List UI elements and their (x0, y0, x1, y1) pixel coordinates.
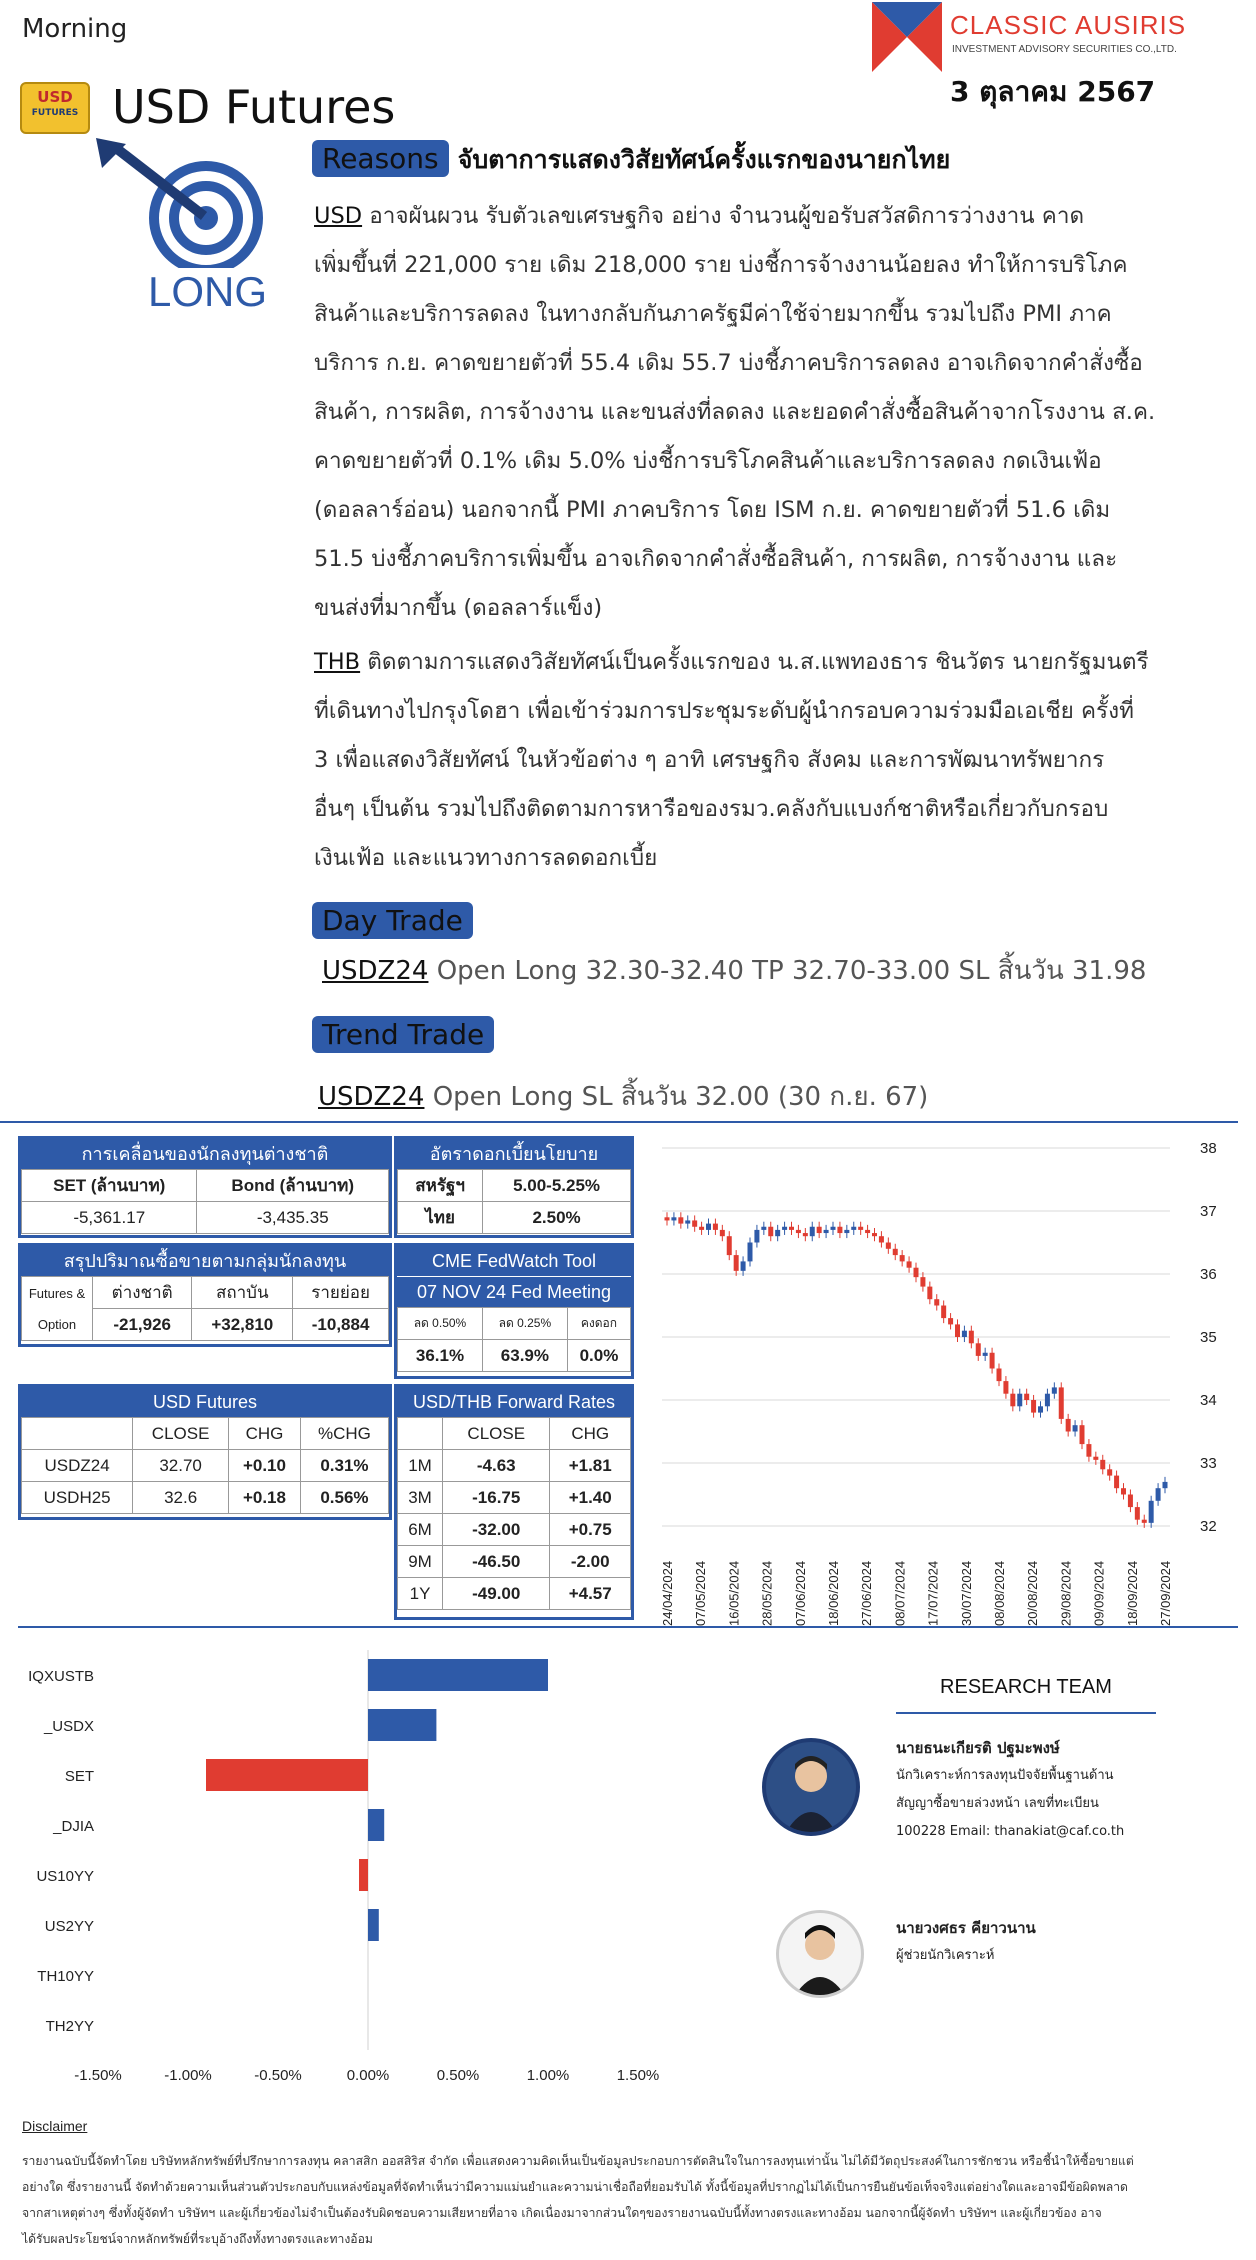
forward-chg: +4.57 (550, 1578, 631, 1610)
day-trade-symbol: USDZ24 (322, 956, 429, 986)
candle-body (1031, 1400, 1036, 1413)
usd-futures-box (18, 1384, 392, 1520)
forward-chg: +1.81 (550, 1450, 631, 1482)
table-row (22, 1450, 389, 1482)
candle-body (1135, 1507, 1140, 1520)
analyst-2-role: ผู้ช่วยนักวิเคราะห์ (896, 1948, 995, 1963)
candle-body (810, 1227, 815, 1236)
x-tick-label: 16/05/2024 (726, 1560, 742, 1626)
report-date: 3 ตุลาคม 2567 (950, 75, 1156, 108)
foreign-bond-value: -3,435.35 (197, 1202, 389, 1234)
paragraph-line-text: 51.5 บ่งชี้ภาคบริการเพิ่มขึ้น อาจเกิดจากคำสั่งซื้อสินค้า, การผลิต, การจ้างงาน และ (314, 546, 1118, 572)
x-tick-label: 08/08/2024 (992, 1560, 1007, 1626)
paragraph-line-text: ที่เดินทางไปกรุงโดฮา เพื่อเข้าร่วมการประชุมระดับผู้นำกรอบความร่วมมือเอเชีย ครั้งที่ (314, 698, 1134, 724)
research-divider (896, 1712, 1156, 1714)
usd-futures-chg: +0.10 (229, 1450, 301, 1482)
paragraph-line-text: อาจผันผวน รับตัวเลขเศรษฐกิจ อย่าง จำนวนผู้ขอรับสวัสดิการว่างงาน คาด (362, 203, 1085, 229)
x-tick-label: 07/06/2024 (792, 1560, 808, 1626)
candle-body (824, 1230, 829, 1233)
x-tick-label: 1.50% (616, 2067, 660, 2084)
reasons-headline: จับตาการแสดงวิสัยทัศน์ครั้งแรกของนายกไทย (457, 145, 951, 174)
investor-group-box (18, 1243, 392, 1347)
forward-rates-title: USD/THB Forward Rates (397, 1387, 631, 1417)
candle-body (761, 1227, 766, 1230)
fedwatch-title: CME FedWatch Tool (397, 1246, 631, 1276)
paragraph-line-text: บริการ ก.ย. คาดขยายตัวที่ 55.4 เดิม 55.7 บ่งชี้ภาคบริการลดลง อาจเกิดจากคำสั่งซื้อ (314, 350, 1143, 376)
policy-th-label: ไทย (398, 1202, 483, 1234)
usd-futures-title: USD Futures (21, 1387, 389, 1417)
candle-body (754, 1230, 759, 1243)
policy-us-label: สหรัฐฯ (398, 1170, 483, 1202)
research-team-title: RESEARCH TEAM (940, 1676, 1112, 1698)
forward-chg: +1.40 (550, 1482, 631, 1514)
x-tick-label: 0.00% (346, 2067, 390, 2084)
candle-body (1156, 1488, 1161, 1501)
disclaimer-line: ได้รับผลประโยชน์จากหลักทรัพย์ที่ระบุอ้างถึงทั้งทางตรงและทางอ้อม (22, 2232, 373, 2246)
candle-body (1149, 1501, 1154, 1523)
category-label: TH2YY (45, 2018, 94, 2035)
investor-foreign-value: -21,926 (93, 1309, 192, 1341)
candle-body (1052, 1387, 1057, 1393)
usd-futures-header-pct: %CHG (300, 1418, 388, 1450)
forward-header-blank (398, 1418, 443, 1450)
fedwatch-cut50-value: 36.1% (398, 1340, 483, 1372)
candle-body (1024, 1394, 1029, 1400)
candle-body (976, 1343, 981, 1356)
candle-body (1003, 1381, 1008, 1394)
category-label: _DJIA (53, 1818, 94, 1835)
candle-body (914, 1268, 919, 1277)
candle-body (1086, 1444, 1091, 1457)
fedwatch-box (394, 1243, 634, 1379)
usd-futures-pct: 0.31% (300, 1450, 388, 1482)
badge-top: USD (37, 88, 73, 106)
y-tick-label: 38 (1200, 1140, 1217, 1157)
table-row (398, 1514, 631, 1546)
y-tick-label: 35 (1200, 1329, 1217, 1346)
candle-body (685, 1220, 690, 1223)
candle-body (713, 1224, 718, 1230)
forward-close: -16.75 (443, 1482, 550, 1514)
candle-body (900, 1255, 905, 1261)
report-session: Morning (22, 14, 128, 44)
target-icon (96, 138, 286, 268)
y-tick-label: 32 (1200, 1518, 1217, 1535)
category-label: US2YY (44, 1918, 94, 1935)
disclaimer-line: อย่างใด ซึ่งรายงานนี้ จัดทำด้วยความเห็นส่วนตัวประกอบกับแหล่งข้อมูลที่จัดทำเห็นว่ามีความแม่นยำและความน่าเชื่อถือที่ยอมรับได้ ทั้งนี้ข้อมูลที่ปรากฏไม่ได้เป็นการยืนยันข้อเท็จจริงแต่อย่างใดและอาจมีข้อผิดพลาด (22, 2180, 1128, 2194)
paragraph-line (314, 437, 1214, 486)
candle-body (1128, 1495, 1133, 1508)
candle-body (962, 1331, 967, 1337)
paragraph-line-text: ติดตามการแสดงวิสัยทัศน์เป็นครั้งแรกของ น.ส.แพทองธาร ชินวัตร นายกรัฐมนตรี (360, 649, 1149, 675)
thb-paragraph (314, 638, 1214, 883)
candle-body (665, 1217, 670, 1220)
usd-futures-header-close: CLOSE (133, 1418, 229, 1450)
bar (368, 1909, 379, 1941)
investor-retail-header: รายย่อย (293, 1277, 389, 1309)
paragraph-line (314, 535, 1214, 584)
disclaimer-line: จากสาเหตุต่างๆ ซึ่งทั้งผู้จัดทำ บริษัทฯ และผู้เกี่ยวข้องไม่จำเป็นต้องรับผิดชอบความเสียหายที่อาจ เกิดเนื่องมาจากส่วนใดๆของรายงานฉบับนี้ทั้งทางตรงและทางอ้อม นอกจากนี้ผู้จัดทำ บริษัทฯ และผู้เกี่ยวข้อง อาจ (22, 2206, 1102, 2220)
candle-body (720, 1230, 725, 1236)
paragraph-line-text: คาดขยายตัวที่ 0.1% เดิม 5.0% บ่งชี้การบริโภคสินค้าและบริการลดลง กดเงินเฟ้อ (314, 448, 1102, 474)
bar (368, 1659, 548, 1691)
candle-body (789, 1227, 794, 1230)
day-trade-line (322, 950, 1146, 991)
x-tick-label: 24/04/2024 (660, 1560, 675, 1626)
paragraph-line-text: เงินเฟ้อ และแนวทางการลดดอกเบี้ย (314, 845, 658, 871)
bar (359, 1859, 368, 1891)
x-tick-label: 18/06/2024 (826, 1560, 841, 1626)
x-tick-label: 30/07/2024 (958, 1560, 974, 1626)
x-tick-label: 09/09/2024 (1091, 1560, 1107, 1626)
paragraph-line-text: (ดอลลาร์อ่อน) นอกจากนี้ PMI ภาคบริการ โดย ISM ก.ย. คาดขยายตัวที่ 51.6 เดิม (314, 497, 1111, 523)
foreign-set-header: SET (ล้านบาท) (22, 1170, 197, 1202)
paragraph-line (314, 339, 1214, 388)
company-subtitle: INVESTMENT ADVISORY SECURITIES CO.,LTD. (952, 44, 1177, 55)
table-row (398, 1578, 631, 1610)
category-label: SET (64, 1768, 94, 1785)
candle-body (858, 1227, 863, 1230)
candle-body (748, 1243, 753, 1262)
forward-close: -46.50 (443, 1546, 550, 1578)
candle-body (948, 1318, 953, 1324)
candle-body (727, 1236, 732, 1255)
avatar (776, 1910, 864, 1998)
usd-futures-header-blank (22, 1418, 133, 1450)
candle-body (879, 1236, 884, 1242)
foreign-flow-box (18, 1136, 392, 1238)
table-row (398, 1450, 631, 1482)
usd-futures-pct: 0.56% (300, 1482, 388, 1514)
candle-body (1045, 1394, 1050, 1407)
candle-body (1010, 1394, 1015, 1407)
candle-body (837, 1227, 842, 1233)
candle-body (803, 1233, 808, 1236)
candle-body (934, 1299, 939, 1305)
usdthb-candlestick-chart (650, 1130, 1240, 1630)
paragraph-line-text: สินค้าและบริการลดลง ในทางกลับกันภาครัฐมีค่าใช้จ่ายมากขึ้น รวมไปถึง PMI ภาค (314, 301, 1112, 327)
candle-body (920, 1277, 925, 1286)
avatar (762, 1738, 860, 1836)
candle-body (1038, 1406, 1043, 1412)
forward-header-chg: CHG (550, 1418, 631, 1450)
candle-body (699, 1227, 704, 1230)
candle-body (831, 1227, 836, 1230)
candle-body (1142, 1520, 1147, 1523)
candle-body (893, 1249, 898, 1255)
candle-body (1114, 1476, 1119, 1489)
x-tick-label: 08/07/2024 (892, 1560, 908, 1626)
fedwatch-cut25-header: ลด 0.25% (482, 1308, 567, 1340)
table-row (398, 1482, 631, 1514)
investor-type-b: Option (37, 1316, 77, 1332)
foreign-bond-header: Bond (ล้านบาท) (197, 1170, 389, 1202)
divider-top (0, 1121, 1238, 1123)
x-tick-label: 1.00% (526, 2067, 570, 2084)
candle-body (671, 1217, 676, 1220)
table-row (398, 1546, 631, 1578)
paragraph-line-text: 3 เพื่อแสดงวิสัยทัศน์ ในหัวข้อต่าง ๆ อาทิ เศรษฐกิจ สังคม และการพัฒนาทรัพยากร (314, 747, 1105, 773)
usd-futures-symbol: USDZ24 (22, 1450, 133, 1482)
candle-body (796, 1230, 801, 1233)
usd-futures-symbol: USDH25 (22, 1482, 133, 1514)
paragraph-line (314, 785, 1214, 834)
forward-close: -4.63 (443, 1450, 550, 1482)
forward-tenor: 1Y (398, 1578, 443, 1610)
policy-rate-title: อัตราดอกเบี้ยนโยบาย (397, 1139, 631, 1169)
candle-body (1066, 1419, 1071, 1432)
x-tick-label: 07/05/2024 (693, 1560, 709, 1626)
candle-body (692, 1220, 697, 1226)
x-tick-label: 0.50% (436, 2067, 480, 2084)
forward-rates-box (394, 1384, 634, 1620)
candle-body (1107, 1469, 1112, 1475)
paragraph-line (314, 584, 1214, 633)
disclaimer-text (22, 2148, 1242, 2252)
policy-rate-box (394, 1136, 634, 1238)
category-label: US10YY (36, 1868, 94, 1885)
paragraph-line (314, 241, 1214, 290)
paragraph-line (314, 687, 1214, 736)
x-tick-label: -0.50% (254, 2067, 302, 2084)
badge-bottom: FUTURES (31, 108, 79, 118)
x-tick-label: 17/07/2024 (925, 1560, 941, 1626)
usd-paragraph (314, 192, 1214, 633)
x-tick-label: -1.50% (74, 2067, 122, 2084)
forward-header-close: CLOSE (443, 1418, 550, 1450)
divider-middle (18, 1626, 1238, 1628)
forward-close: -32.00 (443, 1514, 550, 1546)
y-tick-label: 37 (1200, 1203, 1217, 1220)
policy-th-value: 2.50% (483, 1202, 631, 1234)
paragraph-line (314, 290, 1214, 339)
paragraph-line-text: อื่นๆ เป็นต้น รวมไปถึงติดตามการหารือของรมว.คลังกับแบงก์ชาติหรือเกี่ยวกับกรอบ (314, 796, 1109, 822)
disclaimer-line: รายงานฉบับนี้จัดทำโดย บริษัทหลักทรัพย์ที่ปรึกษาการลงทุน คลาสสิก ออสสิริส จำกัด เพื่อแสดงความคิดเห็นเป็นข้อมูลประกอบการตัดสินใจในการลงทุนเท่านั้น ไม่ได้มีวัตถุประสงค์ในการชักชวน หรือชี้นำให้ซื้อขายแต่ (22, 2154, 1134, 2168)
candle-body (872, 1233, 877, 1236)
forward-tenor: 9M (398, 1546, 443, 1578)
candle-body (941, 1306, 946, 1319)
candle-body (1163, 1482, 1168, 1488)
paragraph-line-text: ขนส่งที่มากขึ้น (ดอลลาร์แข็ง) (314, 595, 603, 621)
analyst-1-email: 100228 Email: thanakiat@caf.co.th (896, 1824, 1125, 1839)
x-tick-label: 27/06/2024 (859, 1560, 875, 1626)
candle-body (997, 1369, 1002, 1382)
usd-label: USD (314, 203, 363, 229)
usd-futures-header-chg: CHG (229, 1418, 301, 1450)
candle-body (741, 1261, 746, 1270)
category-label: _USDX (43, 1718, 94, 1735)
x-tick-label: 18/09/2024 (1124, 1560, 1140, 1626)
candle-body (1121, 1488, 1126, 1494)
candle-body (1093, 1457, 1098, 1460)
analyst-1-license: สัญญาซื้อขายล่วงหน้า เลขที่ทะเบียน (896, 1796, 1099, 1811)
candle-body (990, 1353, 995, 1369)
x-tick-label: 27/09/2024 (1158, 1560, 1173, 1626)
paragraph-line (314, 192, 1214, 241)
fedwatch-cut25-value: 63.9% (482, 1340, 567, 1372)
candle-body (927, 1287, 932, 1300)
forward-chg: -2.00 (550, 1546, 631, 1578)
paragraph-line (314, 834, 1214, 883)
candle-body (955, 1324, 960, 1337)
fedwatch-hold-header: คงดอก (567, 1308, 630, 1340)
investor-retail-value: -10,884 (293, 1309, 389, 1341)
trend-trade-symbol: USDZ24 (318, 1082, 425, 1112)
candle-body (844, 1230, 849, 1233)
paragraph-line (314, 736, 1214, 785)
candle-body (817, 1227, 822, 1233)
forward-close: -49.00 (443, 1578, 550, 1610)
x-tick-label: 28/05/2024 (759, 1560, 775, 1626)
paragraph-line (314, 388, 1214, 437)
investor-foreign-header: ต่างชาติ (93, 1277, 192, 1309)
foreign-set-value: -5,361.17 (22, 1202, 197, 1234)
policy-us-value: 5.00-5.25% (483, 1170, 631, 1202)
candle-body (775, 1230, 780, 1236)
candle-body (1080, 1425, 1085, 1444)
candle-body (678, 1217, 683, 1223)
candle-body (734, 1255, 739, 1271)
candle-body (907, 1261, 912, 1267)
disclaimer-title: Disclaimer (22, 2118, 88, 2134)
y-tick-label: 33 (1200, 1455, 1217, 1472)
bar (368, 1809, 384, 1841)
analyst-1-name: นายธนะเกียรติ ปฐมะพงษ์ (896, 1739, 1060, 1757)
paragraph-line (314, 638, 1214, 687)
y-tick-label: 34 (1200, 1392, 1217, 1409)
trend-trade-text: Open Long SL สิ้นวัน 32.00 (30 ก.ย. 67) (424, 1082, 929, 1112)
usd-futures-close: 32.70 (133, 1450, 229, 1482)
bar (368, 1709, 436, 1741)
x-tick-label: -1.00% (164, 2067, 212, 2084)
page-title: USD Futures (112, 80, 396, 134)
forward-tenor: 1M (398, 1450, 443, 1482)
candle-body (706, 1224, 711, 1230)
trend-trade-tag: Trend Trade (312, 1016, 494, 1053)
position-label: LONG (148, 268, 268, 315)
candle-body (886, 1243, 891, 1249)
candle-body (865, 1230, 870, 1233)
day-trade-text: Open Long 32.30-32.40 TP 32.70-33.00 SL สิ้นวัน 31.98 (428, 956, 1147, 986)
forward-tenor: 3M (398, 1482, 443, 1514)
day-trade-tag: Day Trade (312, 902, 473, 939)
candle-body (1073, 1425, 1078, 1431)
investor-type-a: Futures & (28, 1285, 86, 1301)
paragraph-line-text: สินค้า, การผลิต, การจ้างงาน และขนส่งที่ลดลง และยอดคำสั่งซื้อสินค้าจากโรงงาน ส.ค. (314, 399, 1156, 425)
usd-futures-chg: +0.18 (229, 1482, 301, 1514)
category-label: TH10YY (37, 1968, 94, 1985)
reasons-tag: Reasons (312, 140, 449, 177)
usd-futures-close: 32.6 (133, 1482, 229, 1514)
foreign-flow-title: การเคลื่อนของนักลงทุนต่างชาติ (21, 1139, 389, 1169)
candle-body (1017, 1394, 1022, 1407)
investor-institution-header: สถาบัน (192, 1277, 293, 1309)
candle-body (1100, 1460, 1105, 1469)
y-tick-label: 36 (1200, 1266, 1217, 1283)
candle-body (969, 1331, 974, 1344)
badge-logo (20, 82, 90, 134)
fedwatch-hold-value: 0.0% (567, 1340, 630, 1372)
market-change-bar-chart (18, 1640, 738, 2100)
bar (206, 1759, 368, 1791)
fedwatch-meeting: 07 NOV 24 Fed Meeting (397, 1276, 631, 1307)
analyst-2-name: นายวงศธร คียาวนาน (896, 1919, 1036, 1937)
investor-group-title: สรุปปริมาณซื้อขายตามกลุ่มนักลงทุน (21, 1246, 389, 1276)
investor-institution-value: +32,810 (192, 1309, 293, 1341)
candle-body (768, 1227, 773, 1236)
category-label: IQXUSTB (28, 1668, 94, 1685)
forward-chg: +0.75 (550, 1514, 631, 1546)
candle-body (983, 1353, 988, 1356)
fedwatch-cut50-header: ลด 0.50% (398, 1308, 483, 1340)
thb-label: THB (314, 649, 361, 675)
trend-trade-line (318, 1076, 928, 1117)
candle-body (1059, 1387, 1064, 1419)
candle-body (851, 1227, 856, 1230)
paragraph-line-text: เพิ่มขึ้นที่ 221,000 ราย เดิม 218,000 ราย บ่งชี้การจ้างงานน้อยลง ทำให้การบริโภค (314, 252, 1128, 278)
analyst-1-role: นักวิเคราะห์การลงทุนปัจจัยพื้นฐานด้าน (896, 1768, 1114, 1783)
x-tick-label: 29/08/2024 (1058, 1560, 1074, 1626)
company-name: CLASSIC AUSIRIS (950, 10, 1187, 40)
candle-body (782, 1227, 787, 1230)
table-row (22, 1482, 389, 1514)
paragraph-line (314, 486, 1214, 535)
forward-tenor: 6M (398, 1514, 443, 1546)
company-logo (872, 0, 1252, 80)
x-tick-label: 20/08/2024 (1025, 1560, 1041, 1626)
